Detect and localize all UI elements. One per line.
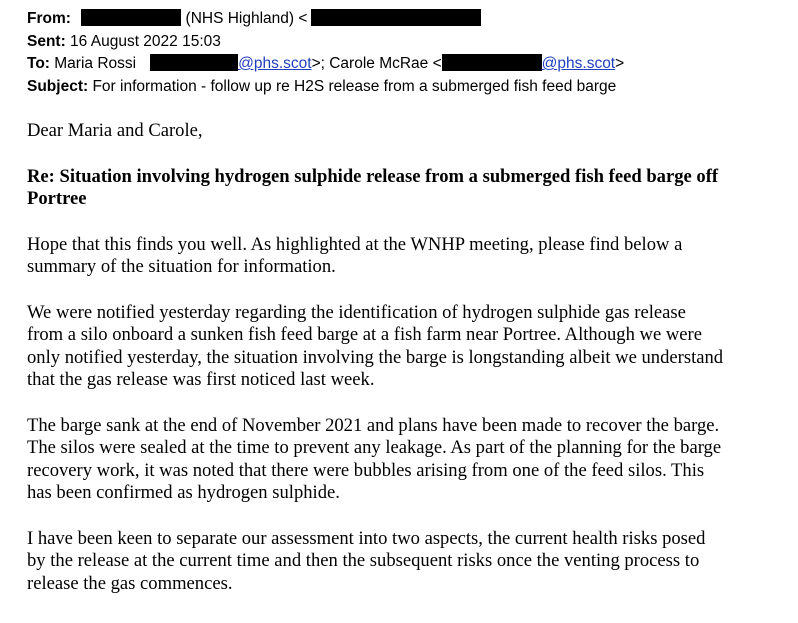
sent-value: 16 August 2022 15:03 xyxy=(65,32,221,50)
paragraph-line: The barge sank at the end of November 2021 and plans have been made to recover the barge. xyxy=(27,414,720,436)
to-line xyxy=(27,53,624,76)
subject-value: For information - follow up re H2S release from a submerged fish feed barge xyxy=(88,77,617,95)
re-heading-line: Portree xyxy=(27,188,87,209)
paragraph-line: We were notified yesterday regarding the identification of hydrogen sulphide gas release xyxy=(27,301,686,323)
subject-label: Subject: xyxy=(27,77,89,95)
redaction-block xyxy=(311,9,481,26)
from-org: (NHS Highland) < xyxy=(181,10,308,27)
greeting: Dear Maria and Carole, xyxy=(27,120,203,141)
to-separator: >; Carole McRae < xyxy=(311,55,442,72)
to-label: To: xyxy=(27,55,50,72)
redaction-block xyxy=(81,9,181,26)
paragraph-line: release the gas commences. xyxy=(27,572,233,594)
paragraph-line: has been confirmed as hydrogen sulphide. xyxy=(27,482,340,503)
paragraph-4 xyxy=(27,528,787,596)
redaction-block xyxy=(442,54,542,71)
to-email-link-2[interactable]: @phs.scot xyxy=(541,55,616,72)
to-end: > xyxy=(615,55,625,72)
paragraph-1 xyxy=(27,234,787,279)
re-heading xyxy=(27,166,787,211)
sent-label: Sent: xyxy=(27,32,66,50)
to-name-1: Maria Rossi xyxy=(49,55,137,72)
email-header xyxy=(27,8,624,98)
subject-line xyxy=(27,76,624,99)
paragraph-line: by the release at the current time and then the subsequent risks once the venting process to xyxy=(27,550,700,571)
paragraph-line: Hope that this finds you well. As highlighted at the WNHP meeting, please find below a xyxy=(27,233,683,255)
from-label: From: xyxy=(27,10,71,27)
paragraph-line: only notified yesterday, the situation involving the barge is longstanding albeit we understand xyxy=(27,346,724,368)
paragraph-line: The silos were sealed at the time to prevent any leakage. As part of the planning for the barge xyxy=(27,437,722,458)
sent-line xyxy=(27,31,624,54)
email-body xyxy=(27,120,787,618)
redaction-block xyxy=(150,54,238,71)
from-line xyxy=(27,8,624,31)
to-email-link-1[interactable]: @phs.scot xyxy=(238,55,312,72)
paragraph-2 xyxy=(27,302,787,392)
paragraph-line: summary of the situation for information. xyxy=(27,256,336,277)
re-heading-line: Re: Situation involving hydrogen sulphide release from a submerged fish feed barge off xyxy=(27,165,719,187)
paragraph-3 xyxy=(27,415,787,505)
paragraph-line: that the gas release was first noticed last week. xyxy=(27,369,375,390)
paragraph-line: from a silo onboard a sunken fish feed barge at a fish farm near Portree. Although we were xyxy=(27,324,703,345)
paragraph-line: I have been keen to separate our assessment into two aspects, the current health risks posed xyxy=(27,527,706,549)
paragraph-line: recovery work, it was noted that there were bubbles arising from one of the feed silos. This xyxy=(27,459,705,481)
